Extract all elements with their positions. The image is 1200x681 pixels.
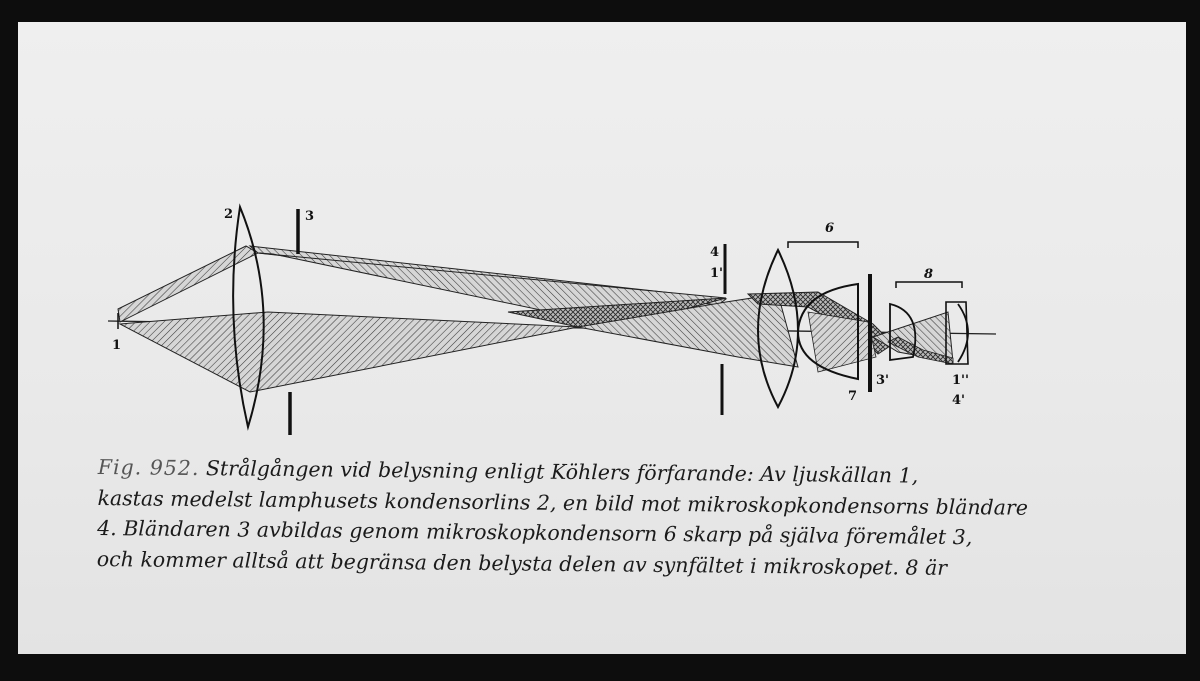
label-7: 7 [848, 389, 858, 404]
label-1: 1 [112, 338, 122, 353]
label-1-double-prime: 1'' [952, 373, 970, 388]
caption-line-1-text: Strålgången vid belysning enligt Köhlers förfarande: Av ljuskällan 1, [205, 456, 919, 488]
beam-upper-source [118, 246, 258, 322]
label-2: 2 [224, 207, 234, 222]
figure-number: Fig. 952. [97, 454, 200, 481]
label-1-prime: 1' [710, 266, 724, 281]
kohler-illumination-diagram [18, 22, 1186, 452]
label-4: 4 [710, 245, 720, 260]
caption-line-2: kastas medelst lamphusets kondensorlins 2, en bild mot mikroskopkondensorns bländare [97, 485, 1029, 520]
figure-caption [97, 452, 1038, 584]
label-6: 6 [825, 221, 835, 236]
caption-line-3: 4. Bländaren 3 avbildas genom mikroskopkondensorn 6 skarp på själva föremålet 3, [97, 515, 973, 550]
caption-line-4: och kommer alltså att begränsa den belysta delen av synfältet i mikroskopet. 8 är [96, 546, 948, 580]
label-3-prime: 3' [876, 373, 890, 388]
label-3: 3 [305, 209, 315, 224]
lantern-slide [18, 22, 1186, 654]
beam-lower-cone [120, 312, 578, 392]
label-4-prime: 4' [952, 393, 966, 408]
brace-8 [896, 282, 962, 288]
label-8: 8 [924, 267, 934, 282]
brace-6 [788, 242, 858, 248]
